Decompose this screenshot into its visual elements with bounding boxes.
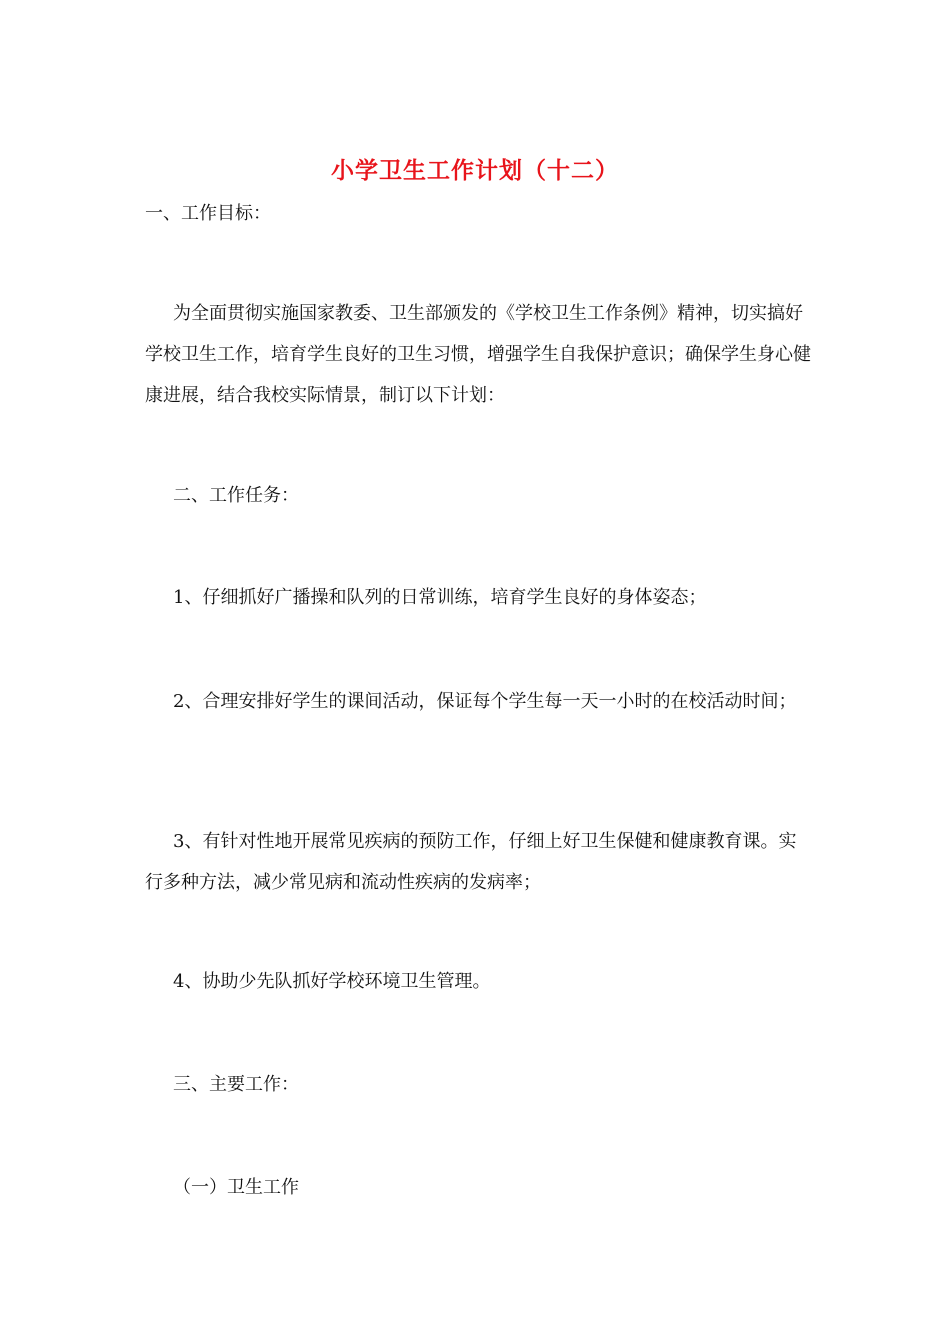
task-1: 1、仔细抓好广播操和队列的日常训练，培育学生良好的身体姿态；: [173, 587, 707, 608]
section-2-heading: 二、工作任务：: [173, 485, 299, 506]
section-3-heading: 三、主要工作：: [173, 1074, 299, 1095]
task-4: 4、协助少先队抓好学校环境卫生管理。: [173, 971, 491, 992]
section-1-heading: 一、工作目标：: [145, 203, 271, 224]
task-2: 2、合理安排好学生的课间活动，保证每个学生每一天一小时的在校活动时间；: [173, 691, 797, 712]
subsection-1-heading: （一）卫生工作: [173, 1177, 299, 1198]
section-1-paragraph: 为全面贯彻实施国家教委、卫生部颁发的《学校卫生工作条例》精神，切实搞好学校卫生工作，培育学生良好的卫生习惯，增强学生自我保护意识；确保学生身心健康进展，结合我校实际情景，制订以下计划：: [145, 303, 811, 406]
task-3: 3、有针对性地开展常见疾病的预防工作，仔细上好卫生保健和健康教育课。实行多种方法，减少常见病和流动性疾病的发病率；: [145, 831, 797, 893]
document-title: 小学卫生工作计划（十二）: [331, 157, 619, 184]
